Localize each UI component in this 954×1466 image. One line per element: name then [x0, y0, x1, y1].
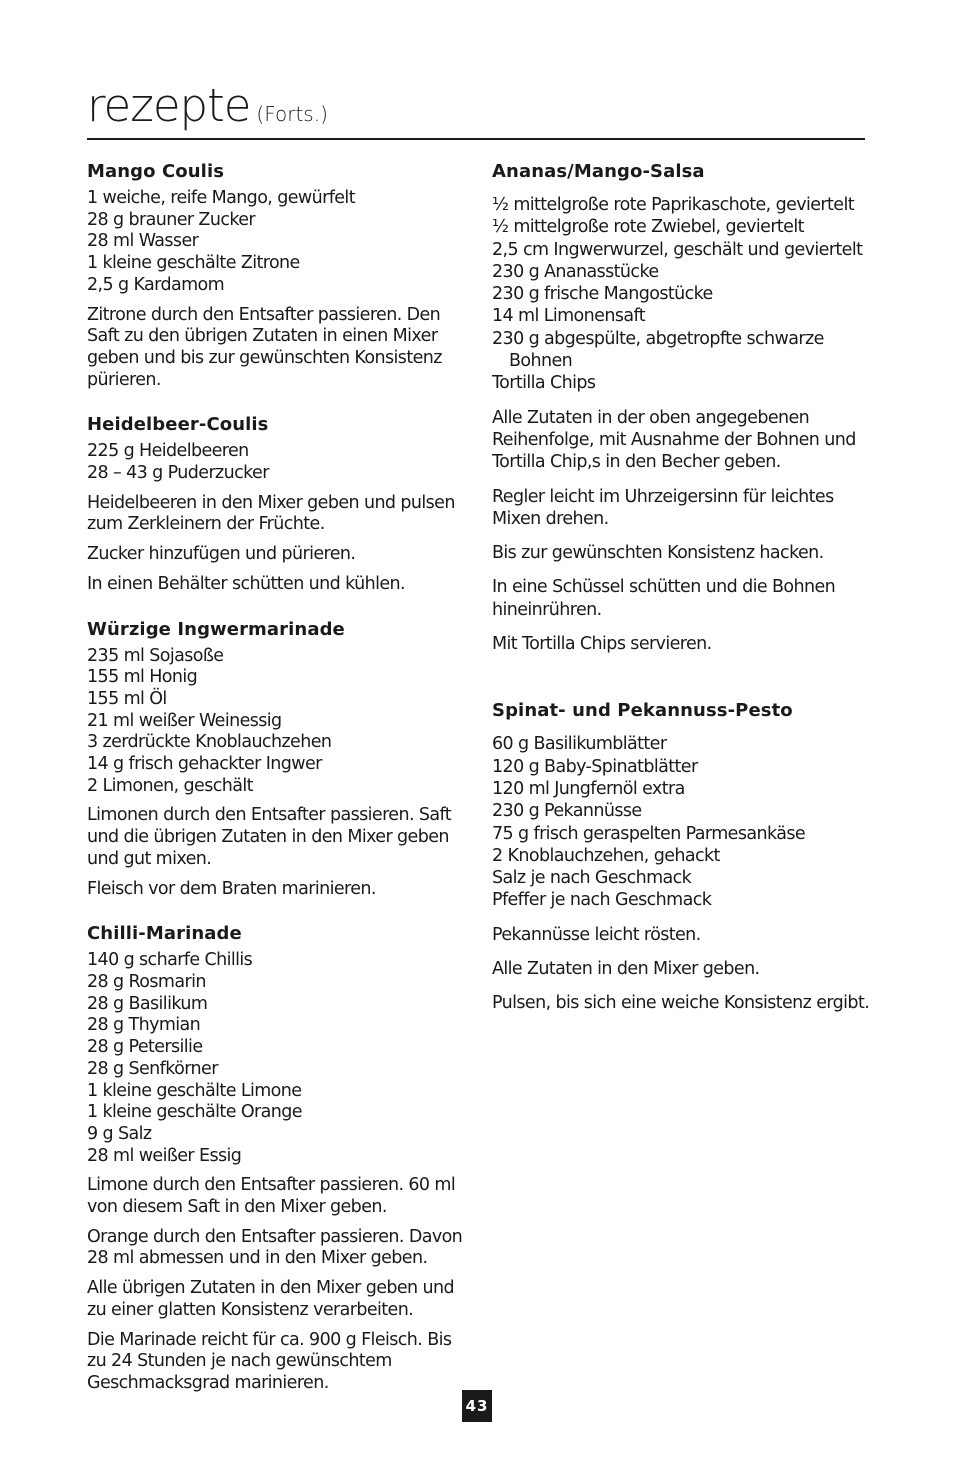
ingredient: ½ mittelgroße rote Zwiebel, geviertelt — [492, 217, 804, 238]
ingredient: 2 Knoblauchzehen, gehackt — [492, 845, 720, 866]
instruction: Fleisch vor dem Braten marinieren. — [87, 878, 376, 899]
title-text: rezepte — [87, 79, 251, 132]
recipe-ingwermarinade — [87, 618, 472, 901]
ingredient: 120 g Baby-Spinatblätter — [492, 756, 698, 777]
recipe-heidelbeer-coulis — [87, 413, 472, 595]
ingredient: 75 g frisch geraspelten Parmesankäse — [492, 823, 806, 844]
instruction: Pulsen, bis sich eine weiche Konsistenz ergibt. — [492, 993, 870, 1014]
ingredient: 2,5 cm Ingwerwurzel, geschält und geviertelt — [492, 239, 863, 260]
instruction: In eine Schüssel schütten und die Bohnen hineinrühren. — [492, 577, 836, 620]
ingredient: 28 g Basilikum — [87, 993, 208, 1014]
ingredient: 1 kleine geschälte Zitrone — [87, 253, 300, 274]
instruction: Heidelbeeren in den Mixer geben und pulsen zum Zerkleinern der Früchte. — [87, 492, 455, 535]
recipe-ananas-mango-salsa — [492, 160, 870, 655]
ingredient: 28 g brauner Zucker — [87, 209, 256, 230]
ingredient: 28 g Thymian — [87, 1015, 201, 1036]
ingredient: 1 weiche, reife Mango, gewürfelt — [87, 188, 355, 208]
instruction: Zitrone durch den Entsafter passieren. Den Saft zu den übrigen Zutaten in einen Mixer geben und bis zur gewünschten Konsistenz pürieren. — [87, 304, 442, 390]
instruction: Alle Zutaten in den Mixer geben. — [492, 959, 760, 980]
ingredient: 155 ml Honig — [87, 667, 198, 688]
ingredient: 225 g Heidelbeeren — [87, 441, 249, 462]
ingredient: 230 g abgespülte, abgetropfte schwarze Bohnen — [492, 328, 824, 372]
ingredient: 230 g Ananasstücke — [492, 261, 659, 282]
left-column — [87, 160, 472, 1417]
ingredient: ½ mittelgroße rote Paprikaschote, geviertelt — [492, 195, 854, 215]
page-number: 43 — [462, 1390, 492, 1422]
recipe-title: Chilli-Marinade — [87, 923, 242, 945]
ingredient: 28 ml Wasser — [87, 231, 199, 252]
ingredient: 14 g frisch gehackter Ingwer — [87, 754, 322, 775]
instruction: Limone durch den Entsafter passieren. 60 ml von diesem Saft in den Mixer geben. — [87, 1175, 456, 1218]
instruction: Regler leicht im Uhrzeigersinn für leichtes Mixen drehen. — [492, 486, 834, 529]
instruction: Alle Zutaten in der oben angegebenen Reihenfolge, mit Ausnahme der Bohnen und Tortilla Chip,s in den Becher geben. — [492, 407, 856, 473]
ingredient-list — [87, 188, 472, 297]
right-column — [492, 160, 870, 1037]
ingredient: 28 – 43 g Puderzucker — [87, 463, 269, 484]
recipe-title: Spinat- und Pekannuss-Pesto — [492, 700, 793, 722]
instruction: Zucker hinzufügen und pürieren. — [87, 544, 356, 565]
ingredient: 230 g frische Mangostücke — [492, 284, 713, 305]
recipe-title: Heidelbeer-Coulis — [87, 414, 269, 436]
page-title — [87, 79, 328, 132]
recipe-chilli-marinade — [87, 922, 472, 1394]
ingredient: 9 g Salz — [87, 1123, 152, 1144]
recipe-title: Ananas/Mango-Salsa — [492, 161, 705, 182]
ingredient: 140 g scharfe Chillis — [87, 950, 253, 971]
ingredient: 28 g Rosmarin — [87, 971, 206, 992]
instruction: Pekannüsse leicht rösten. — [492, 924, 701, 945]
ingredient-list — [87, 441, 472, 484]
ingredient-list — [87, 646, 472, 798]
instruction: Alle übrigen Zutaten in den Mixer geben und zu einer glatten Konsistenz verarbeiten. — [87, 1278, 455, 1320]
recipe-spinat-pekannuss-pesto — [492, 699, 870, 1014]
instruction: Die Marinade reicht für ca. 900 g Fleisch. Bis zu 24 Stunden je nach gewünschtem Geschmacksgrad marinieren. — [87, 1329, 452, 1393]
ingredient: 1 kleine geschälte Orange — [87, 1102, 302, 1123]
ingredient: 120 ml Jungfernöl extra — [492, 778, 685, 799]
ingredient: 28 g Petersilie — [87, 1037, 203, 1058]
ingredient: 235 ml Sojasoße — [87, 645, 224, 666]
ingredient: 155 ml Öl — [87, 688, 167, 709]
instruction: Limonen durch den Entsafter passieren. Saft und die übrigen Zutaten in den Mixer geben und gut mixen. — [87, 805, 452, 869]
recipe-title: Würzige Ingwermarinade — [87, 618, 345, 640]
recipe-mango-coulis — [87, 160, 472, 391]
ingredient: 2 Limonen, geschält — [87, 775, 253, 796]
ingredient: 28 g Senfkörner — [87, 1058, 218, 1079]
title-subtitle: (Forts.) — [256, 102, 328, 126]
header-divider — [87, 138, 865, 140]
ingredient: Tortilla Chips — [492, 373, 596, 394]
ingredient: 3 zerdrückte Knoblauchzehen — [87, 732, 332, 753]
page-header — [87, 78, 865, 142]
ingredient: 60 g Basilikumblätter — [492, 734, 667, 755]
ingredient-list — [492, 194, 870, 395]
ingredient: Salz je nach Geschmack — [492, 868, 692, 889]
instruction: In einen Behälter schütten und kühlen. — [87, 573, 405, 594]
ingredient-list — [492, 733, 870, 911]
ingredient: 1 kleine geschälte Limone — [87, 1080, 302, 1101]
instruction: Bis zur gewünschten Konsistenz hacken. — [492, 543, 824, 564]
recipe-title: Mango Coulis — [87, 161, 225, 182]
ingredient: 28 ml weißer Essig — [87, 1145, 242, 1166]
ingredient: 230 g Pekannüsse — [492, 801, 642, 822]
ingredient: 21 ml weißer Weinessig — [87, 710, 282, 731]
instruction: Mit Tortilla Chips servieren. — [492, 634, 712, 655]
ingredient: 2,5 g Kardamom — [87, 274, 225, 295]
instruction: Orange durch den Entsafter passieren. Davon 28 ml abmessen und in den Mixer geben. — [87, 1226, 463, 1269]
ingredient: 14 ml Limonensaft — [492, 306, 645, 327]
ingredient-list — [87, 950, 472, 1167]
ingredient: Pfeffer je nach Geschmack — [492, 890, 712, 911]
